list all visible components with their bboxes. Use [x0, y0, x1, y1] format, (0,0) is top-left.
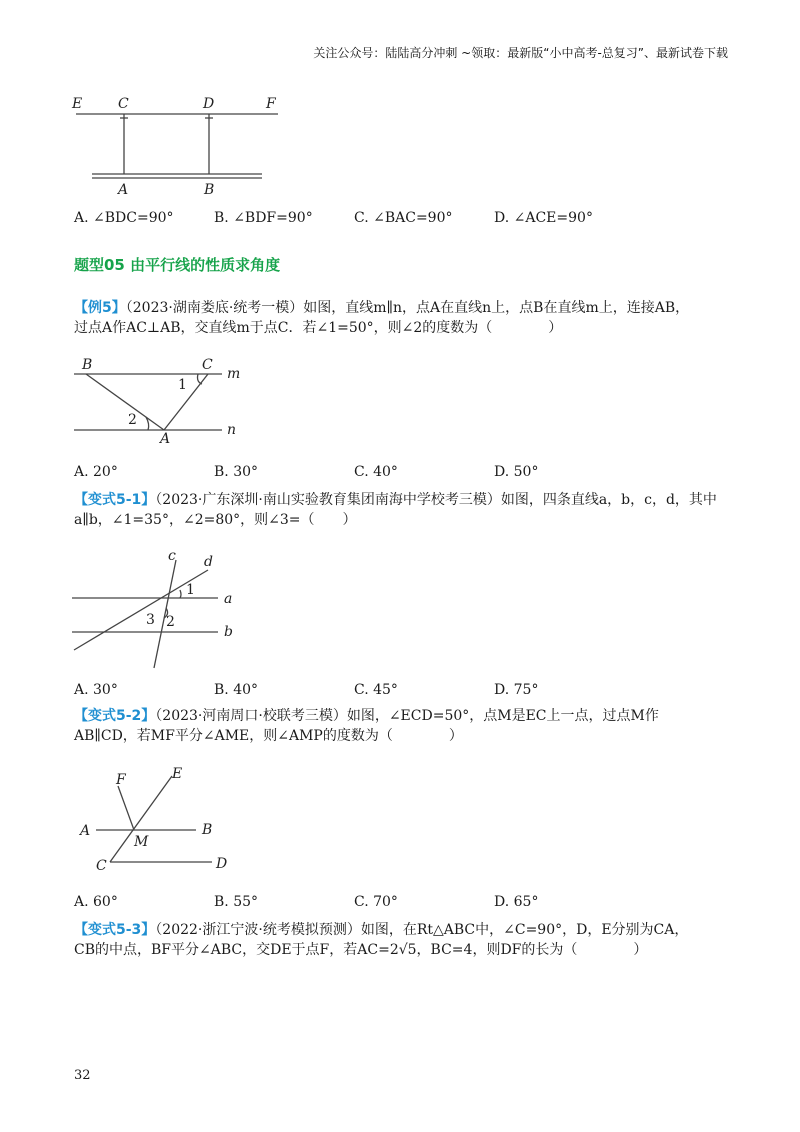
label-2: 2	[128, 412, 137, 428]
v52-options	[74, 894, 634, 910]
section-title: 题型05 由平行线的性质求角度	[74, 256, 281, 274]
tag: 【变式5-2】	[74, 708, 156, 724]
label-c: c	[168, 548, 176, 564]
variant-5-1	[74, 490, 734, 530]
label-a: a	[224, 591, 233, 607]
label-e: E	[72, 96, 83, 112]
figure-ex5	[70, 354, 250, 444]
variant-5-3	[74, 920, 734, 960]
option-b: B. 40°	[214, 682, 259, 698]
question-line: （2023·河南周口·校联考三模）如图，∠ECD=50°，点M是EC上一点，过点M作	[155, 708, 659, 724]
label-b: B	[82, 357, 93, 373]
label-d: D	[203, 96, 215, 112]
label-d: D	[216, 856, 228, 872]
label-e: E	[172, 766, 183, 782]
question-line: （2022·浙江宁波·统考模拟预测）如图，在Rt△ABC中，∠C=90°，D，E分别为CA，	[155, 922, 689, 938]
example-5	[74, 298, 734, 338]
option-d: D. 65°	[494, 894, 539, 910]
figure-v52	[74, 764, 254, 880]
segment-ba	[86, 374, 164, 430]
label-c: C	[96, 858, 107, 874]
option-a: A. 20°	[74, 464, 118, 480]
figure-v51	[70, 548, 250, 672]
option-d: D. 50°	[494, 464, 539, 480]
label-b: B	[202, 822, 213, 838]
question-line: 过点A作AC⊥AB，交直线m于点C．若∠1=50°，则∠2的度数为（ ）	[74, 320, 563, 336]
ex5-options	[74, 464, 634, 480]
label-1: 1	[178, 377, 187, 393]
option-a: A. 30°	[74, 682, 118, 698]
option-c: C. ∠BAC=90°	[354, 210, 453, 226]
label-a: A	[118, 182, 129, 198]
option-a: A. 60°	[74, 894, 118, 910]
figure-ef-parallel	[70, 92, 290, 202]
option-b: B. 55°	[214, 894, 259, 910]
label-a: A	[80, 823, 91, 839]
label-3: 3	[146, 612, 155, 628]
label-b: B	[204, 182, 215, 198]
label-2: 2	[166, 614, 175, 630]
question-line: a∥b，∠1=35°，∠2=80°，则∠3=（ ）	[74, 512, 357, 528]
option-b: B. ∠BDF=90°	[214, 210, 313, 226]
option-b: B. 30°	[214, 464, 259, 480]
page-number: 32	[74, 1068, 91, 1083]
label-d: d	[204, 554, 213, 570]
question-line: （2023·广东深圳·南山实验教育集团南海中学校考三模）如图，四条直线a，b，c，d，其中	[155, 492, 717, 508]
question-line: CB的中点，BF平分∠ABC，交DE于点F，若AC=2√5，BC=4，则DF的长为（ ）	[74, 942, 648, 958]
label-c: C	[118, 96, 129, 112]
option-c: C. 45°	[354, 682, 398, 698]
option-d: D. ∠ACE=90°	[494, 210, 593, 226]
variant-5-2	[74, 706, 734, 746]
v51-options	[74, 682, 634, 698]
segment-mf	[118, 786, 134, 830]
label-a: A	[160, 431, 171, 444]
page-header: 关注公众号：陆陆高分冲刺 ~领取：最新版“小中高考-总复习”、最新试卷下载	[313, 46, 728, 60]
label-c: C	[202, 357, 213, 373]
tag: 【例5】	[74, 300, 126, 316]
label-f: F	[266, 96, 276, 112]
option-c: C. 70°	[354, 894, 398, 910]
label-n: n	[227, 422, 237, 438]
label-m: M	[134, 834, 149, 850]
option-d: D. 75°	[494, 682, 539, 698]
tag: 【变式5-3】	[74, 922, 156, 938]
label-f: F	[116, 772, 126, 788]
tag: 【变式5-1】	[74, 492, 156, 508]
q4-options	[74, 210, 634, 226]
angle-1-arc	[180, 590, 181, 598]
label-1: 1	[186, 582, 195, 598]
label-b: b	[224, 624, 233, 640]
option-c: C. 40°	[354, 464, 398, 480]
label-m: m	[227, 366, 241, 382]
option-a: A. ∠BDC=90°	[74, 210, 174, 226]
question-line: AB∥CD，若MF平分∠AME，则∠AMP的度数为（ ）	[74, 728, 463, 744]
question-line: （2023·湖南娄底·统考一模）如图，直线m∥n，点A在直线n上，点B在直线m上，连接AB，	[125, 300, 690, 316]
